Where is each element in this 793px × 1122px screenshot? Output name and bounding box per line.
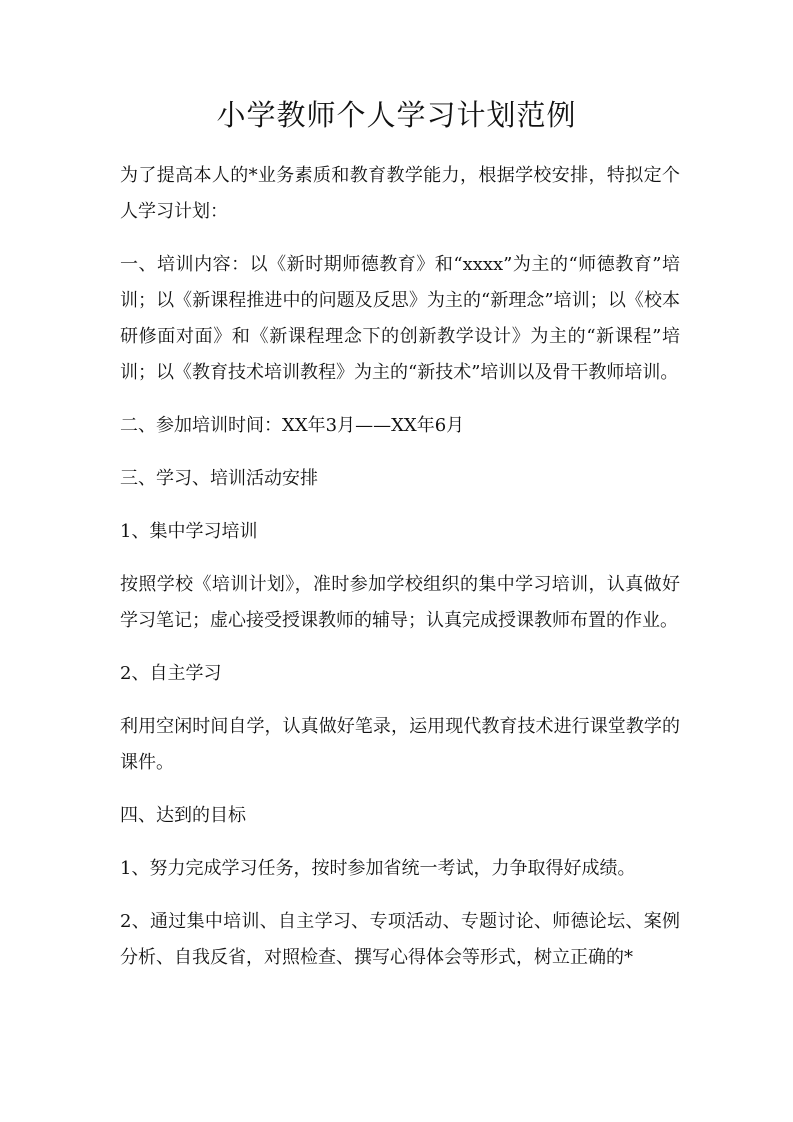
paragraph-self-study: 利用空闲时间自学，认真做好笔录，运用现代教育技术进行课堂教学的课件。: [120, 716, 680, 773]
document-body: [120, 158, 680, 993]
paragraph-centralized-training: 按照学校《培训计划》，准时参加学校组织的集中学习培训，认真做好学习笔记；虚心接受授课教师的辅导；认真完成授课教师布置的作业。: [120, 574, 680, 631]
heading-centralized-training: 1、集中学习培训: [120, 521, 258, 542]
document-title: 小学教师个人学习计划范例: [216, 98, 577, 132]
paragraph-goal-2: 2、通过集中培训、自主学习、专项活动、专题讨论、师德论坛、案例分析、自我反省，对照检查、撰写心得体会等形式，树立正确的*: [120, 911, 680, 968]
paragraph-intro: 为了提高本人的*业务素质和教育教学能力，根据学校安排，特拟定个人学习计划：: [120, 165, 680, 222]
heading-activity-arrangement: 三、学习、培训活动安排: [120, 468, 318, 489]
heading-self-study: 2、自主学习: [120, 663, 222, 684]
paragraph-goal-1: 1、努力完成学习任务，按时参加省统一考试，力争取得好成绩。: [120, 858, 636, 879]
paragraph-training-content: 一、培训内容：以《新时期师德教育》和“xxxx”为主的“师德教育”培训；以《新课程推进中的问题及反思》为主的“新理念”培训；以《校本研修面对面》和《新课程理念下的创新教学设计》为主的“新课程”培训；以《教育技术培训教程》为主的“新技术”培训以及骨干教师培训。: [120, 254, 680, 383]
paragraph-training-time: 二、参加培训时间：XX年3月——XX年6月: [120, 415, 465, 436]
heading-goals: 四、达到的目标: [120, 805, 246, 826]
